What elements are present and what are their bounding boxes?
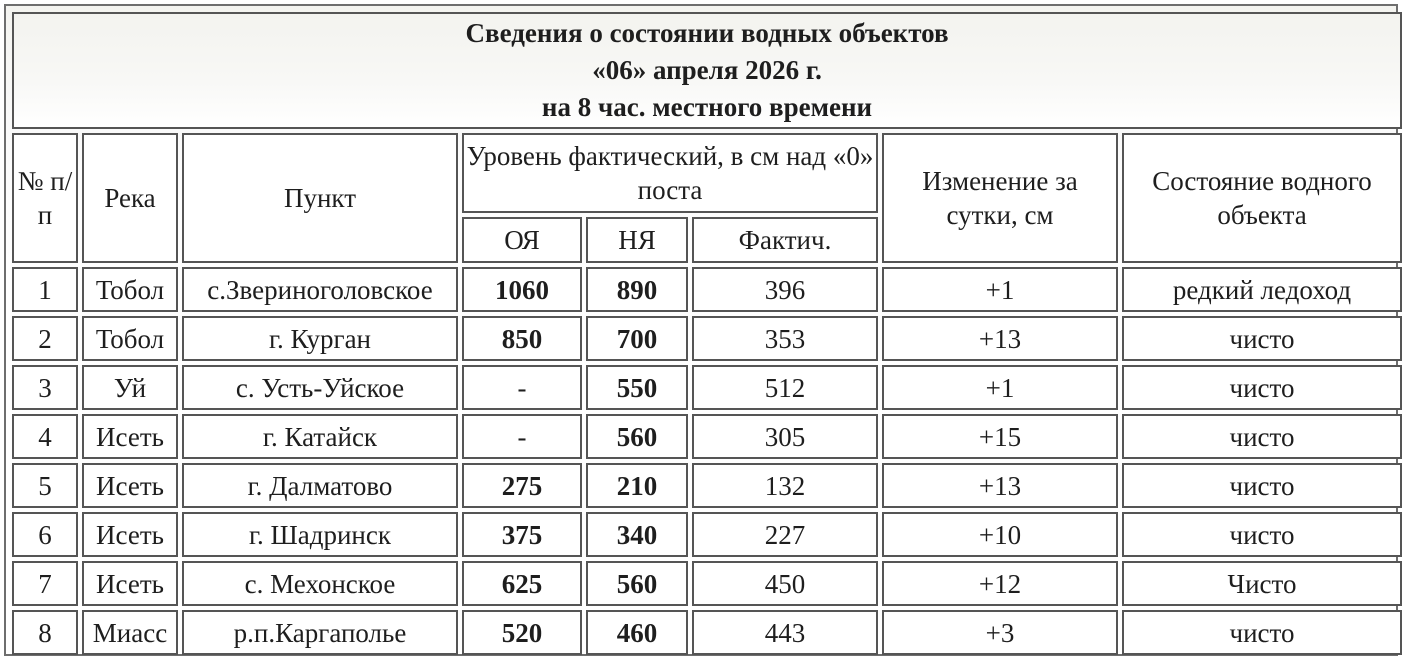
- cell-state: чисто: [1122, 610, 1402, 655]
- cell-oya: 520: [462, 610, 582, 655]
- cell-nya: 210: [586, 463, 688, 508]
- cell-fact: 305: [692, 414, 878, 459]
- cell-nya: 560: [586, 561, 688, 606]
- title-date: «06» апреля 2026 г.: [592, 55, 822, 85]
- cell-state: чисто: [1122, 365, 1402, 410]
- cell-nya: 460: [586, 610, 688, 655]
- title-time: на 8 час. местного времени: [541, 92, 873, 122]
- cell-change: +1: [882, 365, 1118, 410]
- cell-change: +3: [882, 610, 1118, 655]
- table-row: [12, 414, 1402, 459]
- cell-point: г. Далматово: [182, 463, 458, 508]
- cell-oya: 375: [462, 512, 582, 557]
- cell-state: чисто: [1122, 463, 1402, 508]
- cell-oya: 850: [462, 316, 582, 361]
- cell-fact: 443: [692, 610, 878, 655]
- water-report-table: [8, 8, 1404, 659]
- cell-state: редкий ледоход: [1122, 267, 1402, 312]
- cell-river: Исеть: [82, 414, 178, 459]
- cell-fact: 512: [692, 365, 878, 410]
- cell-nya: 700: [586, 316, 688, 361]
- report-frame: [4, 4, 1398, 656]
- cell-change: +13: [882, 316, 1118, 361]
- cell-river: Миасс: [82, 610, 178, 655]
- table-row: [12, 512, 1402, 557]
- header-num: № п/п: [12, 133, 78, 263]
- cell-oya: 275: [462, 463, 582, 508]
- cell-state: Чисто: [1122, 561, 1402, 606]
- cell-change: +10: [882, 512, 1118, 557]
- cell-nya: 550: [586, 365, 688, 410]
- cell-num: 3: [12, 365, 78, 410]
- header-state: Состояние водного объекта: [1122, 133, 1402, 263]
- cell-num: 5: [12, 463, 78, 508]
- cell-change: +15: [882, 414, 1118, 459]
- cell-nya: 890: [586, 267, 688, 312]
- cell-point: с. Мехонское: [182, 561, 458, 606]
- cell-point: г. Курган: [182, 316, 458, 361]
- header-point: Пункт: [182, 133, 458, 263]
- cell-point: г. Катайск: [182, 414, 458, 459]
- cell-point: г. Шадринск: [182, 512, 458, 557]
- cell-fact: 353: [692, 316, 878, 361]
- header-oya: ОЯ: [462, 217, 582, 263]
- title-line-1: Сведения о состоянии водных объектов: [465, 18, 949, 48]
- header-level-group: Уровень фактический, в см над «0» поста: [462, 133, 878, 213]
- cell-oya: 1060: [462, 267, 582, 312]
- cell-change: +1: [882, 267, 1118, 312]
- header-river: Река: [82, 133, 178, 263]
- cell-point: с.Звериноголовское: [182, 267, 458, 312]
- cell-point: с. Усть-Уйское: [182, 365, 458, 410]
- report-title: [12, 12, 1402, 129]
- cell-river: Тобол: [82, 267, 178, 312]
- cell-change: +12: [882, 561, 1118, 606]
- cell-river: Исеть: [82, 463, 178, 508]
- cell-oya: 625: [462, 561, 582, 606]
- cell-fact: 450: [692, 561, 878, 606]
- cell-change: +13: [882, 463, 1118, 508]
- cell-state: чисто: [1122, 512, 1402, 557]
- table-row: [12, 365, 1402, 410]
- cell-river: Тобол: [82, 316, 178, 361]
- cell-num: 7: [12, 561, 78, 606]
- table-row: [12, 610, 1402, 655]
- cell-fact: 132: [692, 463, 878, 508]
- cell-num: 1: [12, 267, 78, 312]
- cell-oya: -: [462, 414, 582, 459]
- cell-oya: -: [462, 365, 582, 410]
- cell-river: Исеть: [82, 512, 178, 557]
- cell-nya: 560: [586, 414, 688, 459]
- cell-nya: 340: [586, 512, 688, 557]
- cell-fact: 227: [692, 512, 878, 557]
- table-row: [12, 561, 1402, 606]
- cell-fact: 396: [692, 267, 878, 312]
- header-nya: НЯ: [586, 217, 688, 263]
- cell-river: Исеть: [82, 561, 178, 606]
- table-row: [12, 267, 1402, 312]
- table-row: [12, 316, 1402, 361]
- cell-num: 2: [12, 316, 78, 361]
- cell-num: 6: [12, 512, 78, 557]
- cell-state: чисто: [1122, 414, 1402, 459]
- header-change: Изменение за сутки, см: [882, 133, 1118, 263]
- table-row: [12, 463, 1402, 508]
- cell-state: чисто: [1122, 316, 1402, 361]
- cell-num: 8: [12, 610, 78, 655]
- cell-point: р.п.Каргаполье: [182, 610, 458, 655]
- cell-num: 4: [12, 414, 78, 459]
- header-fact: Фактич.: [692, 217, 878, 263]
- cell-river: Уй: [82, 365, 178, 410]
